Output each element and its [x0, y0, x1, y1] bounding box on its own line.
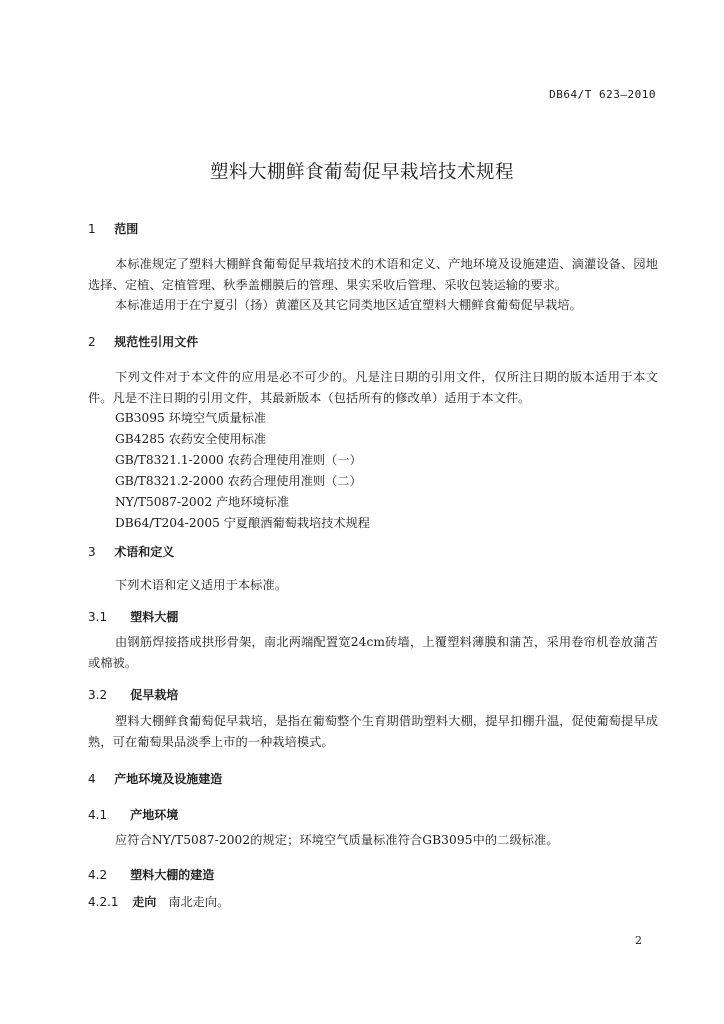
section-4-heading — [88, 770, 222, 787]
section-number: 3.1 — [88, 610, 108, 624]
section-title: 术语和定义 — [114, 545, 175, 559]
reference-item: GB/T8321.1-2000 农药合理使用准则（一） — [115, 453, 362, 467]
section-4-1-heading — [88, 806, 178, 823]
section-title: 产地环境及设施建造 — [114, 772, 223, 786]
section-1-paragraph-2: 本标准适用于在宁夏引（扬）黄灌区及其它同类地区适宜塑料大棚鲜食葡萄促早栽培。 — [115, 298, 582, 312]
section-title: 塑料大棚的建造 — [130, 868, 215, 882]
section-number: 4.2.1 — [88, 895, 119, 909]
section-number: 4.1 — [88, 808, 108, 822]
section-3-1-heading — [88, 608, 178, 625]
section-inline-text: 南北走向。 — [168, 895, 230, 909]
section-3-2-paragraph: 塑料大棚鲜食葡萄促早栽培，是指在葡萄整个生育期借助塑料大棚，提早扣棚升温，促使葡萄提早成熟，可在葡萄果品淡季上市的一种栽培模式。 — [88, 714, 658, 749]
section-number: 1 — [88, 222, 96, 236]
standard-code: DB64/T 623—2010 — [549, 88, 656, 101]
section-title: 走向 — [132, 895, 157, 909]
reference-item: GB4285 农药安全使用标准 — [115, 432, 267, 446]
section-title: 塑料大棚 — [130, 610, 179, 624]
section-2-paragraph-1: 下列文件对于本文件的应用是必不可少的。凡是注日期的引用文件，仅所注日期的版本适用于本文件。凡是不注日期的引用文件，其最新版本（包括所有的修改单）适用于本文件。 — [88, 370, 658, 405]
section-3-paragraph-1: 下列术语和定义适用于本标准。 — [115, 578, 288, 592]
section-number: 2 — [88, 335, 96, 349]
section-number: 4 — [88, 772, 96, 786]
section-1-heading — [88, 220, 138, 237]
section-4-2-heading — [88, 866, 214, 883]
section-number: 4.2 — [88, 868, 108, 882]
reference-item: DB64/T204-2005 宁夏酿酒葡萄栽培技术规程 — [115, 516, 370, 530]
section-number: 3.2 — [88, 688, 108, 702]
reference-item: GB3095 环境空气质量标准 — [115, 411, 267, 425]
section-1-paragraph-1: 本标准规定了塑料大棚鲜食葡萄促早栽培技术的术语和定义、产地环境及设施建造、滴灌设备、园地选择、定植、定植管理、秋季盖棚膜后的管理、果实采收后管理、采收包装运输的要求。 — [88, 257, 658, 292]
page-number: 2 — [635, 934, 642, 947]
section-4-2-1-heading — [88, 893, 229, 910]
section-3-1-paragraph: 由钢筋焊接搭成拱形骨架，南北两端配置宽24cm砖墙，上覆塑料薄膜和蒲苫，采用卷帘机卷放蒲苫或棉被。 — [88, 635, 658, 670]
document-title: 塑料大棚鲜食葡萄促早栽培技术规程 — [209, 162, 514, 183]
section-title: 产地环境 — [130, 808, 179, 822]
section-title: 促早栽培 — [130, 688, 179, 702]
section-4-1-paragraph: 应符合NY/T5087-2002的规定；环境空气质量标准符合GB3095中的二级标准。 — [115, 833, 559, 847]
reference-item: GB/T8321.2-2000 农药合理使用准则（二） — [115, 474, 362, 488]
section-number: 3 — [88, 545, 96, 559]
reference-item: NY/T5087-2002 产地环境标准 — [115, 495, 290, 509]
section-3-heading — [88, 543, 174, 560]
section-title: 规范性引用文件 — [114, 335, 199, 349]
section-title: 范围 — [114, 222, 139, 236]
section-3-2-heading — [88, 686, 178, 703]
section-2-heading — [88, 333, 198, 350]
